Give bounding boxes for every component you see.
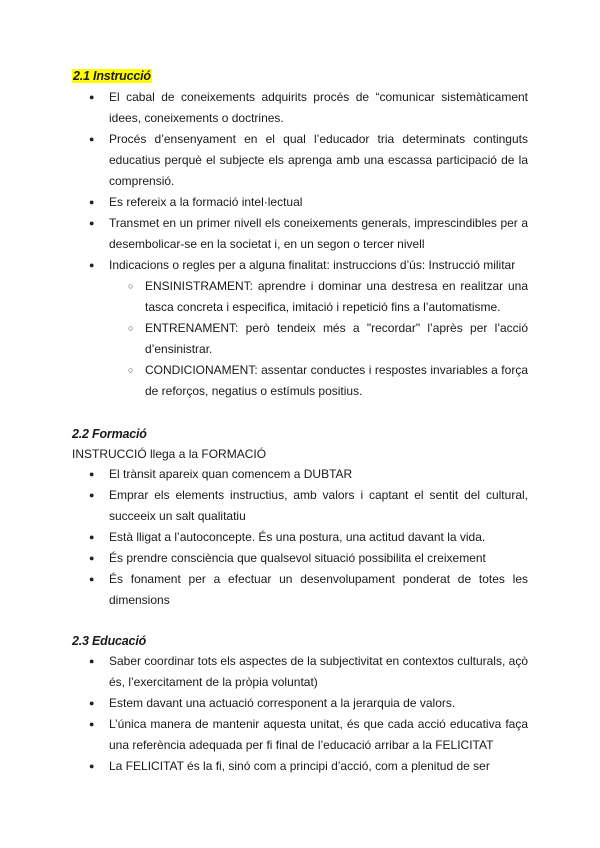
sub-list-item: ○ ENSINISTRAMENT: aprendre i dominar una destresa en realitzar una tasca concreta i especifica, imitació i repetició fins a l’automatisme. [72, 276, 528, 318]
sub-list-item: ○ CONDICIONAMENT: assentar conductes i respostes invariables a força de reforços, negatius o estímuls positius. [72, 360, 528, 402]
section-heading-instruccio [72, 66, 528, 86]
section-heading-formacio: 2.2 Formació [72, 427, 147, 441]
formacio-bullet-list [72, 464, 528, 611]
list-item: ● Procés d’ensenyament en el qual l’educador tria determinats continguts educatius perquè el subjecte els aprenga amb una escassa participació de la comprensió. [72, 129, 528, 192]
list-item: ● El cabal de coneixements adquirits procés de “comunicar sistemàticament idees, coneixements o doctrines. [72, 87, 528, 129]
section-heading-educacio: 2.3 Educació [72, 634, 147, 648]
educacio-bullet-list [72, 651, 528, 777]
highlighted-heading-text: 2.1 Instrucció [73, 69, 151, 83]
list-item: ● Està lligat a l’autoconcepte. És una postura, una actitud davant la vida. [72, 527, 528, 548]
list-item: ● Estem davant una actuació corresponent a la jerarquia de valors. [72, 693, 528, 714]
list-item: ● Indicacions o regles per a alguna finalitat: instruccions d’ús: Instrucció militar [72, 255, 528, 276]
section-lead-text: INSTRUCCIÓ llega a la FORMACIÓ [72, 447, 267, 461]
list-item: ● Saber coordinar tots els aspectes de la subjectivitat en contextos culturals, açò és, l’exercitament de la pròpia voluntat) [72, 651, 528, 693]
list-item: ● El trànsit apareix quan comencem a DUBTAR [72, 464, 528, 485]
instruccio-bullet-list [72, 87, 528, 276]
list-item: ● És prendre consciència que qualsevol situació possibilita el creixement [72, 548, 528, 569]
instruccio-sub-list [72, 276, 528, 402]
sub-list-item: ○ ENTRENAMENT: però tendeix més a "recordar" l’après per l’acció d’ensinistrar. [72, 318, 528, 360]
list-item: ● És fonament per a efectuar un desenvolupament ponderat de totes les dimensions [72, 569, 528, 611]
list-item: ● Emprar els elements instructius, amb valors i captant el sentit del cultural, succeeix un salt qualitatiu [72, 485, 528, 527]
list-item: ● La FELICITAT és la fi, sinó com a principi d’acció, com a plenitud de ser [72, 756, 528, 777]
list-item: ● L’única manera de mantenir aquesta unitat, és que cada acció educativa faça una referència adequada per fi final de l’educació arribar a la FELICITAT [72, 714, 528, 756]
list-item: ● Es refereix a la formació intel·lectual [72, 192, 528, 213]
list-item: ● Transmet en un primer nivell els coneixements generals, imprescindibles per a desembolicar-se en la societat i, en un segon o tercer nivell [72, 213, 528, 255]
